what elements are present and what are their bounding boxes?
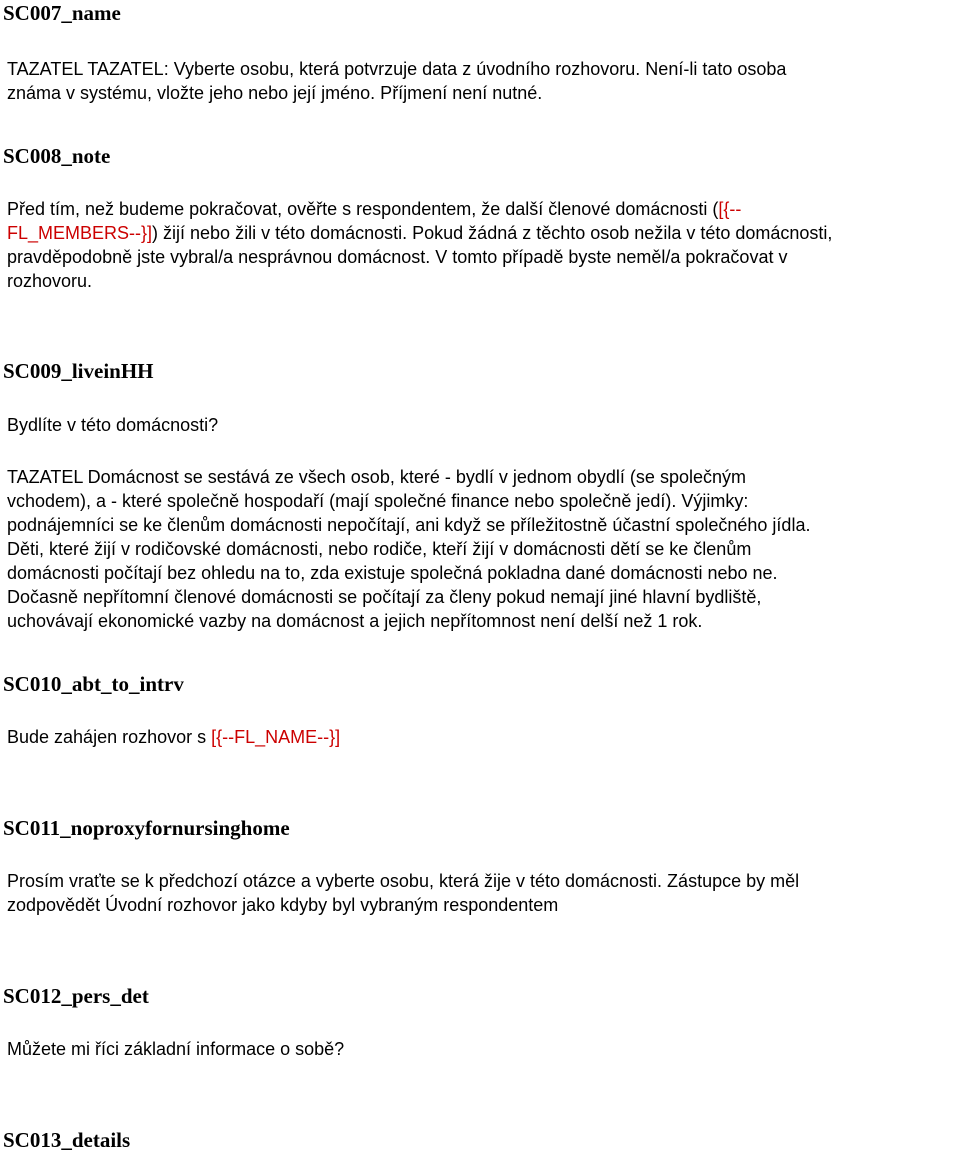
text-line [7, 221, 957, 245]
text-line: podnájemníci se ke členům domácnosti nepočítají, ani když se příležitostně účastní společného jídla. [7, 515, 811, 535]
text-line: Dočasně nepřítomní členové domácnosti se počítají za členy pokud nemají jiné hlavní bydliště, [7, 587, 762, 607]
section-text-sc008 [7, 197, 957, 293]
section-text-sc007 [7, 57, 957, 105]
text-line: Prosím vraťte se k předchozí otázce a vyberte osobu, která žije v této domácnosti. Zástupce by měl [7, 871, 800, 891]
text-line: rozhovoru. [7, 271, 93, 291]
section-title-sc010: SC010_abt_to_intrv [3, 672, 184, 696]
text-line [7, 725, 957, 749]
text-segment: Bude zahájen rozhovor s [7, 727, 212, 747]
section-text-sc010 [7, 725, 957, 749]
variable-placeholder-fl-members: [{-- [718, 199, 742, 219]
section-text-sc012 [7, 1037, 957, 1061]
text-line: TAZATEL Domácnost se sestává ze všech osob, které - bydlí v jednom obydlí (se společným [7, 467, 746, 487]
text-line: uchovávají ekonomické vazby na domácnost a jejich nepřítomnost není delší než 1 rok. [7, 611, 703, 631]
text-line: známa v systému, vložte jeho nebo její jméno. Příjmení není nutné. [7, 83, 543, 103]
text-line: TAZATEL TAZATEL: Vyberte osobu, která potvrzuje data z úvodního rozhovoru. Není-li tato osoba [7, 59, 787, 79]
section-title-sc013: SC013_details [3, 1128, 131, 1152]
question-text-sc009: Bydlíte v této domácnosti? [7, 415, 219, 435]
text-line: Můžete mi říci základní informace o sobě? [7, 1039, 345, 1059]
text-line: pravděpodobně jste vybral/a nesprávnou domácnost. V tomto případě byste neměl/a pokračovat v [7, 247, 788, 267]
variable-placeholder-fl-name: [{--FL_NAME--}] [211, 727, 341, 747]
text-line: zodpovědět Úvodní rozhovor jako kdyby byl vybraným respondentem [7, 895, 559, 915]
section-title-sc012: SC012_pers_det [3, 984, 149, 1008]
text-line: vchodem), a - které společně hospodaří (mají společné finance nebo společně jedí). Výjimky: [7, 491, 749, 511]
variable-placeholder-fl-members: FL_MEMBERS--}] [7, 223, 153, 243]
section-title-sc011: SC011_noproxyfornursinghome [3, 816, 290, 840]
text-segment: Před tím, než budeme pokračovat, ověřte s respondentem, že další členové domácnosti ( [7, 199, 719, 219]
section-title-sc009: SC009_liveinHH [3, 359, 154, 383]
section-text-sc009 [7, 465, 957, 633]
text-line: Děti, které žijí v rodičovské domácnosti, nebo rodiče, kteří žijí v domácnosti dětí se ke členům [7, 539, 752, 559]
text-line: domácnosti počítají bez ohledu na to, zda existuje společná pokladna dané domácnosti nebo ne. [7, 563, 778, 583]
text-line [7, 197, 957, 221]
text-segment: ) žijí nebo žili v této domácnosti. Pokud žádná z těchto osob nežila v této domácnosti, [152, 223, 833, 243]
section-text-sc011 [7, 869, 957, 917]
section-title-sc008: SC008_note [3, 144, 111, 168]
section-title-sc007: SC007_name [3, 1, 121, 25]
